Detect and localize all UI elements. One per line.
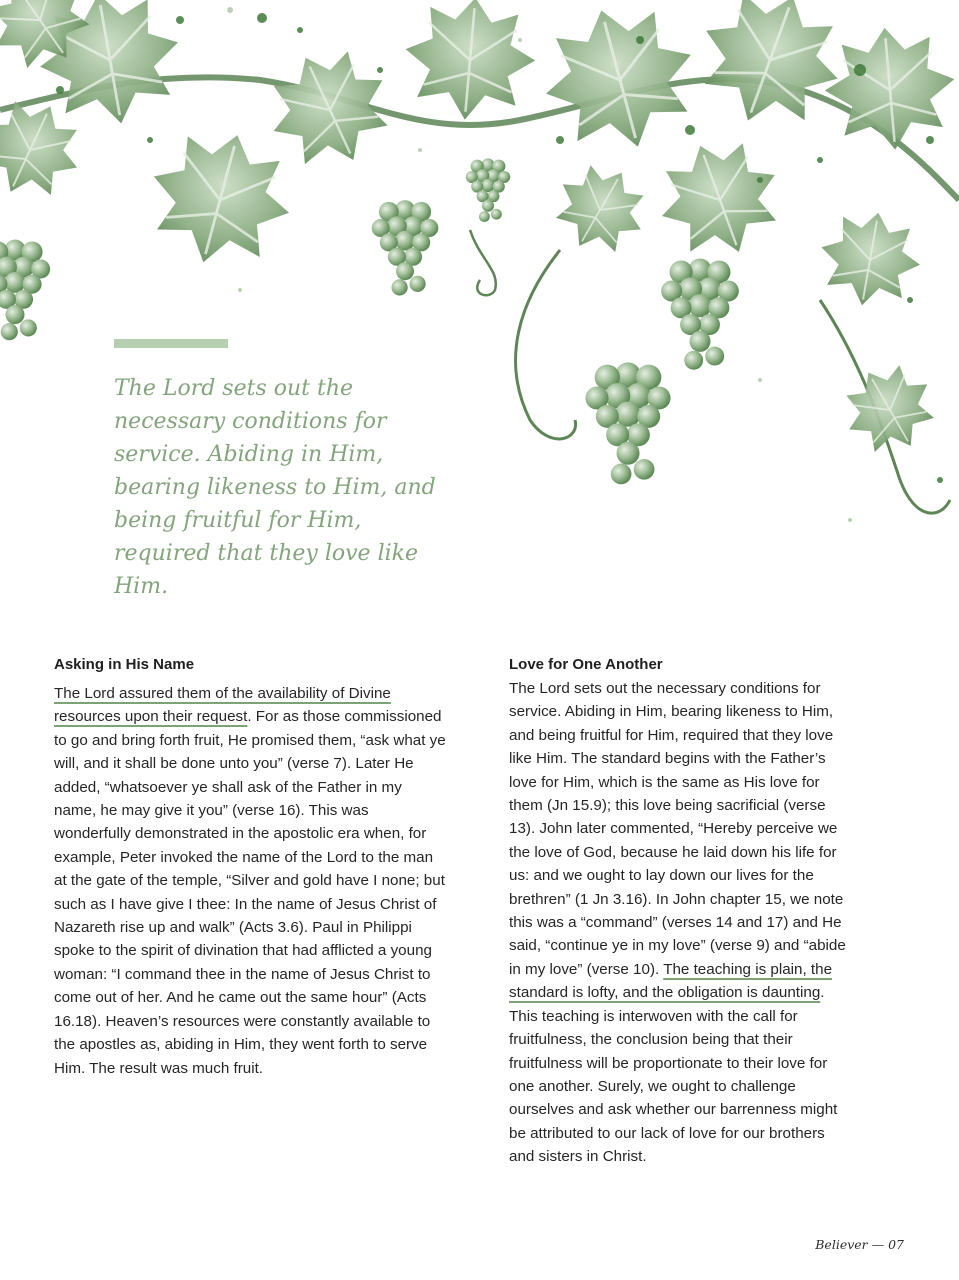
- left-body-text: . For as those commissioned to go and bring forth fruit, He promised them, “ask what ye will, and it shall be done unto you” (verse 7). Later He added, “whatsoever ye shall ask of the Father in my name, he may give it you” (verse 16). This was wonderfully demonstrated in the apostolic era when, for example, Peter invoked the name of the Lord to the man at the gate of the temple, “Silver and gold have I none; but such as I have give I thee: In the name of Jesus Christ of Nazareth rise up and walk” (Acts 3.6). Paul in Philippi spoke to the spirit of divination that had afflicted a young woman: “I command thee in the name of Jesus Christ to come out of her. And he came out the same hour” (Acts 16.18). Heaven’s resources were constantly available to the apostles as, abiding in Him, they went forth to serve Him. The result was much fruit.: [54, 708, 446, 1077]
- highlighted-phrase: The Lord assured them of the availability of Divine resources upon their request: [54, 685, 391, 726]
- section-heading-love: Love for One Another: [509, 656, 663, 673]
- right-body-text-after: . This teaching is interwoven with the call for fruitfulness, the conclusion being that their fruitfulness will be proportionate to their love for one another. Surely, we ought to challenge ourselves and ask whether our barrenness might be attributed to our lack of love for our brothers and sisters in Christ.: [509, 984, 838, 1166]
- left-body: [54, 682, 446, 1080]
- page-footer: Believer — 07: [815, 1237, 904, 1252]
- highlighted-phrase: The teaching is plain, the standard is lofty, and the obligation is daunting: [509, 960, 833, 1002]
- left-column: [54, 655, 446, 1080]
- right-column: [509, 655, 852, 1169]
- section-heading-asking: Asking in His Name: [54, 656, 195, 673]
- right-body-text-before: The Lord sets out the necessary conditions for service. Abiding in Him, bearing likeness to Him, and being fruitful for Him, required that they love like Him. The standard begins with the Father’s love for Him, which is the same as His love for them (Jn 15.9); this love being sacrificial (verse 13). John later commented, “Hereby perceive we the love of God, because he laid down his life for us: and we ought to lay down our lives for the brethren” (1 Jn 3.16). In John chapter 15, we note this was a “command” (verses 14 and 17) and He said, “continue ye in my love” (verse 9) and “abide in my love” (verse 10).: [509, 680, 846, 978]
- right-body: [509, 677, 852, 1169]
- pull-quote: The Lord sets out the necessary conditions for service. Abiding in Him, bearing likeness to Him, and being fruitful for Him, required that they love like Him.: [114, 376, 436, 599]
- pull-quote-accent-bar: [114, 339, 228, 348]
